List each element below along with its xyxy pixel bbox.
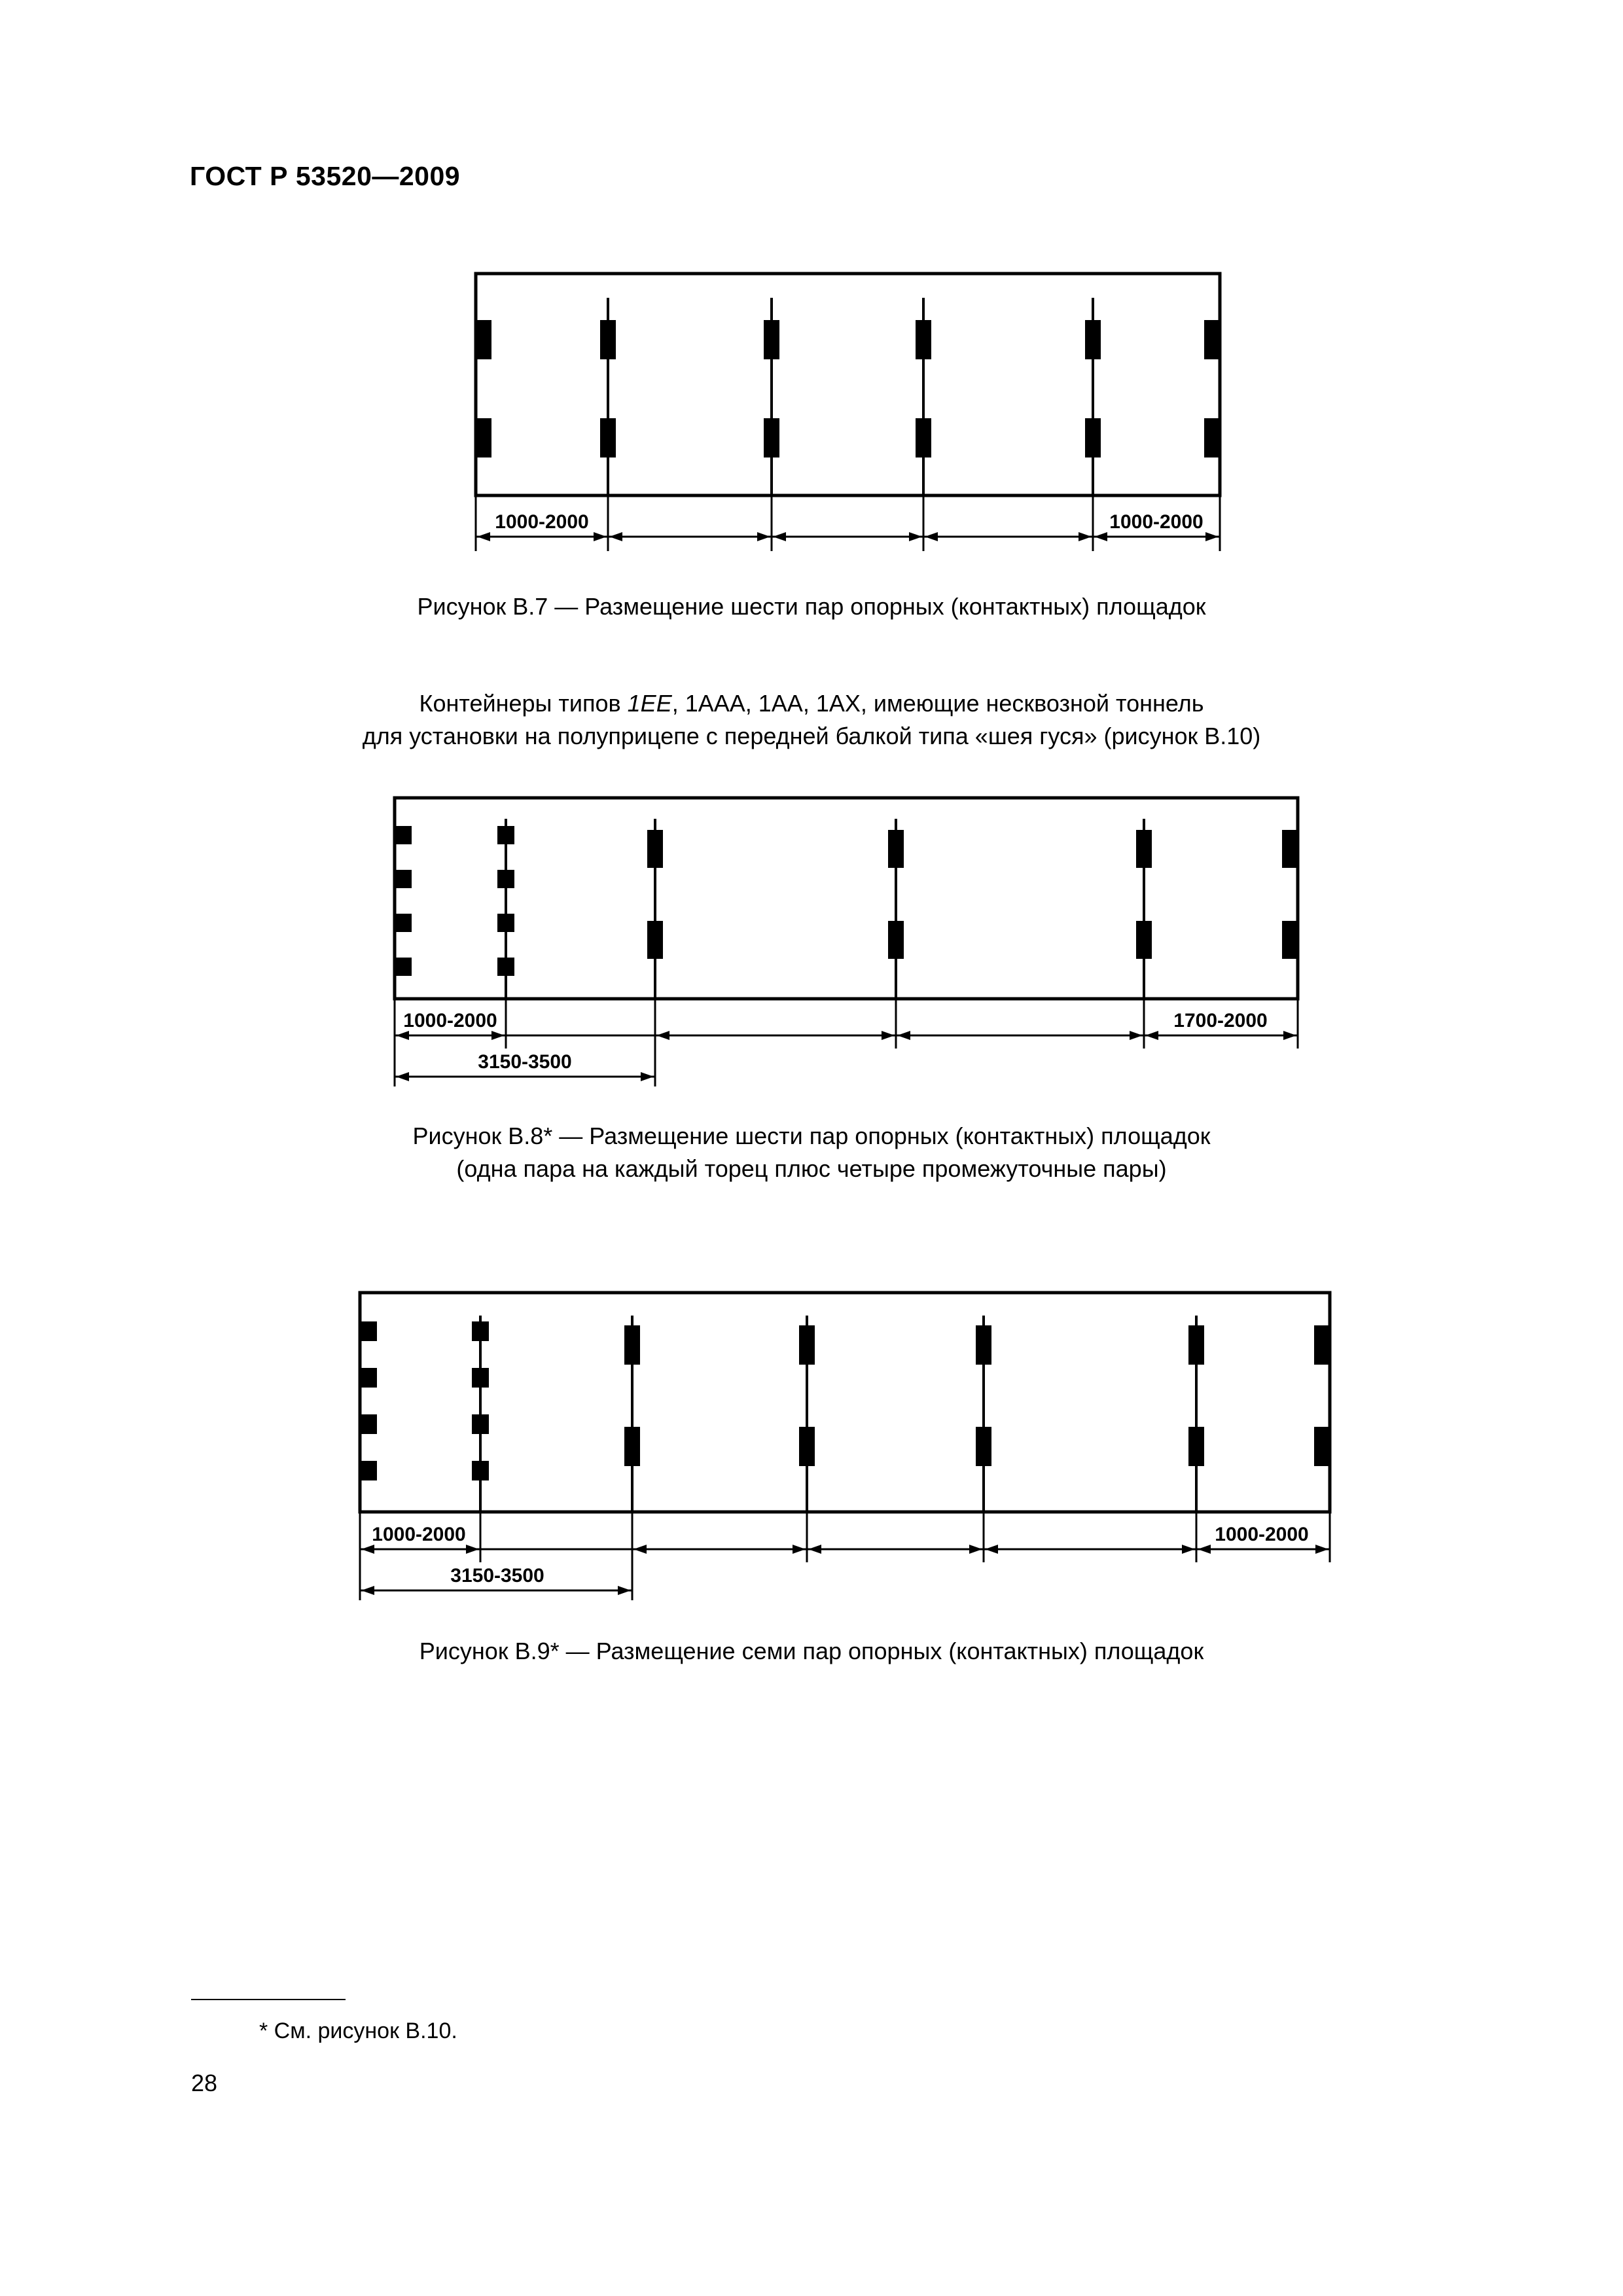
arrowhead xyxy=(1198,1545,1211,1554)
support-pad xyxy=(360,1368,377,1388)
support-pad xyxy=(472,1461,489,1480)
dimension-label-right: 1700-2000 xyxy=(1173,1010,1268,1031)
arrowhead xyxy=(633,1545,647,1554)
container-outline xyxy=(360,1293,1330,1512)
support-pad xyxy=(1188,1427,1204,1466)
dimension-label-left: 1000-2000 xyxy=(372,1524,466,1545)
figure-b8-caption-line1: Рисунок В.8* — Размещение шести пар опорных (контактных) площадок xyxy=(412,1122,1211,1149)
figure-b8-caption-line2: (одна пара на каждый торец плюс четыре промежуточные пары) xyxy=(456,1155,1167,1182)
dimension-label-left: 1000-2000 xyxy=(403,1010,497,1031)
support-pad xyxy=(1314,1325,1330,1365)
dimension-label-tunnel: 3150-3500 xyxy=(478,1051,572,1073)
arrowhead xyxy=(969,1545,982,1554)
figure-b9-caption: Рисунок В.9* — Размещение семи пар опорных (контактных) площадок xyxy=(419,1638,1204,1664)
dimension-label-right: 1000-2000 xyxy=(1109,511,1204,533)
support-pad xyxy=(624,1325,640,1365)
dimension-label-left: 1000-2000 xyxy=(495,511,589,533)
document-header: ГОСТ Р 53520—2009 xyxy=(190,161,461,191)
dimension-label-right: 1000-2000 xyxy=(1215,1524,1309,1545)
arrowhead xyxy=(985,1545,998,1554)
support-pad xyxy=(976,1427,991,1466)
support-pad xyxy=(799,1427,815,1466)
footnote: * См. рисунок В.10. xyxy=(259,2018,457,2043)
arrowhead xyxy=(361,1545,374,1554)
support-pad xyxy=(360,1321,377,1341)
arrowhead xyxy=(793,1545,806,1554)
arrowhead xyxy=(361,1586,374,1595)
section-heading-line1: Контейнеры типов 1EE, 1AAA, 1AA, 1AX, имеющие несквозной тоннель xyxy=(419,690,1204,717)
arrowhead xyxy=(618,1586,631,1595)
support-pad xyxy=(976,1325,991,1365)
footnote-separator xyxy=(191,1999,346,2000)
page-number: 28 xyxy=(191,2070,218,2096)
support-pad xyxy=(624,1427,640,1466)
support-pad xyxy=(360,1414,377,1434)
support-pad xyxy=(1188,1325,1204,1365)
arrowhead xyxy=(1315,1545,1329,1554)
arrowhead xyxy=(466,1545,479,1554)
arrowhead xyxy=(808,1545,821,1554)
section-heading-line2: для установки на полуприцепе с передней балкой типа «шея гуся» (рисунок В.10) xyxy=(362,723,1261,749)
support-pad xyxy=(360,1461,377,1480)
dimension-label-tunnel: 3150-3500 xyxy=(450,1565,544,1587)
support-pad xyxy=(472,1368,489,1388)
support-pad xyxy=(799,1325,815,1365)
support-pad xyxy=(472,1414,489,1434)
support-pad xyxy=(1314,1427,1330,1466)
support-pad xyxy=(472,1321,489,1341)
figure-b7-caption: Рисунок В.7 — Размещение шести пар опорных (контактных) площадок xyxy=(417,593,1206,620)
arrowhead xyxy=(1182,1545,1195,1554)
